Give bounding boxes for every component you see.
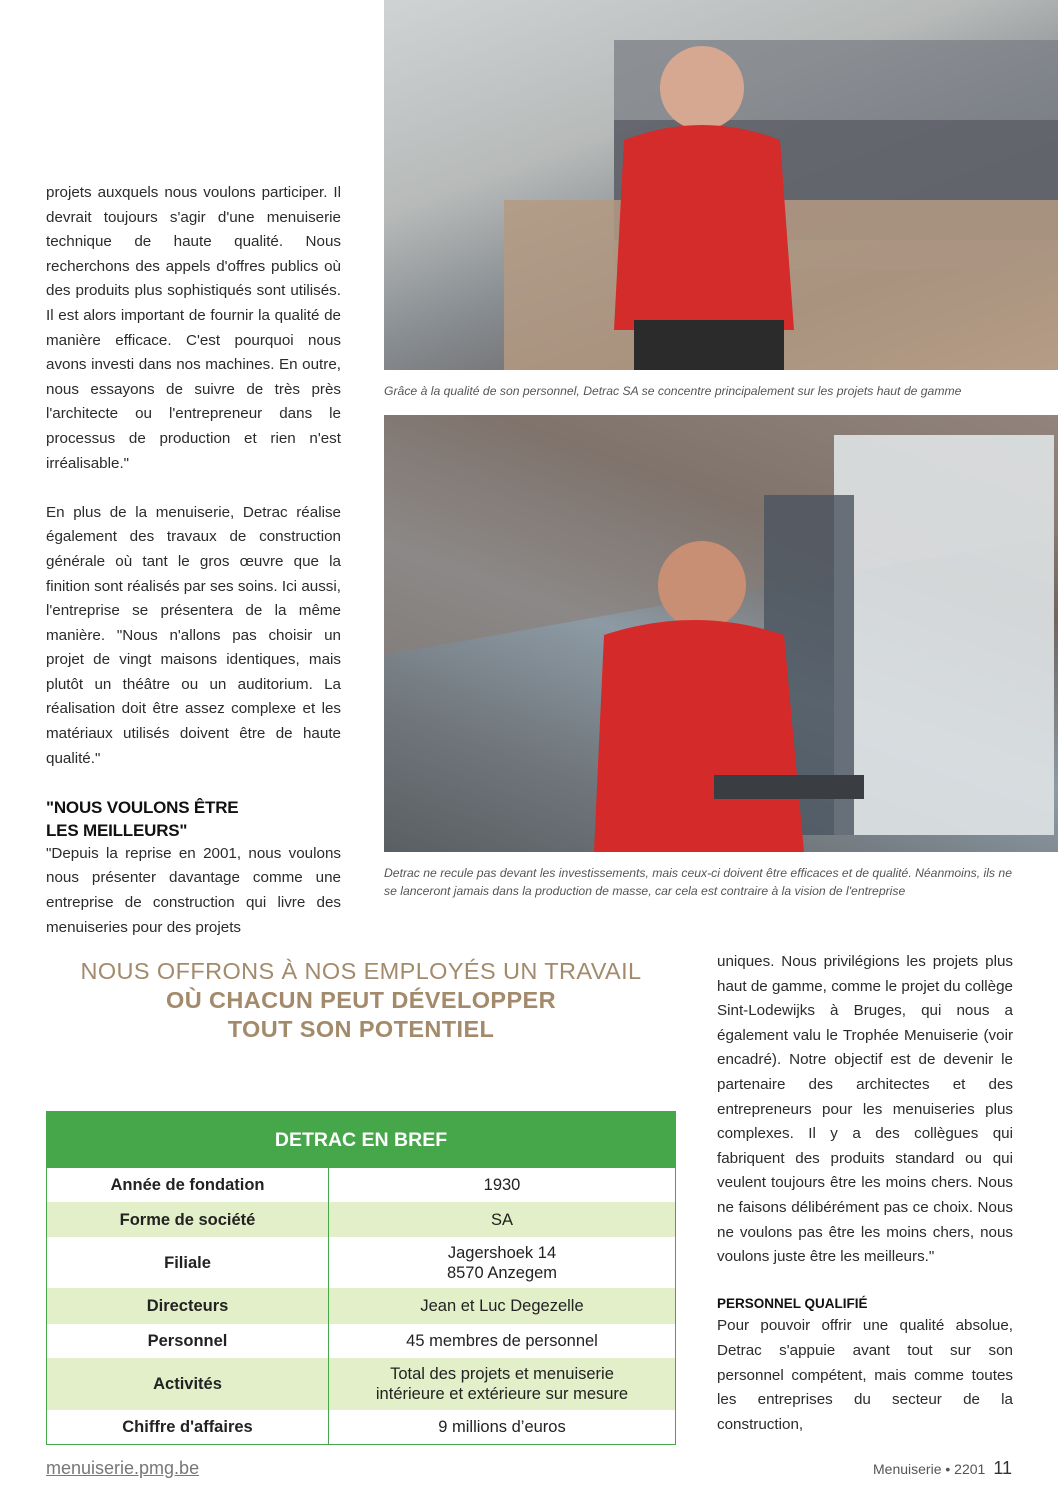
table-value-line: intérieure et extérieure sur mesure xyxy=(375,1385,629,1403)
machine-operator-illustration xyxy=(384,415,1058,852)
info-box-title: DETRAC EN BREF xyxy=(47,1112,675,1168)
website-link[interactable]: menuiserie.pmg.be xyxy=(46,1458,200,1478)
body-paragraph: uniques. Nous privilégions les projets plus haut de gamme, comme le projet du collège Sint-Lodewijks à Bruges, qui nous a également valu le Trophée Menuiserie (voir encadré). Notre objectif est de devenir le partenaire des architectes et des entrepreneurs pour les menuiseries plus complexes. Il y a des collègues qui fabriquent des produits standard ou qui veulent toujours être les moins chers. Nous ne faisons délibérément pas ce choix. Nous ne voulons pas être les moins chers, nous voulons juste être les meilleurs." xyxy=(717,953,1013,1266)
left-text-column xyxy=(46,181,341,940)
pull-quote-line: TOUT SON POTENTIEL xyxy=(227,1016,495,1042)
section-heading: PERSONNEL QUALIFIÉ xyxy=(717,1296,868,1312)
table-label: Personnel xyxy=(47,1324,329,1358)
table-value: 9 millions d’euros xyxy=(438,1418,566,1436)
table-label: Filiale xyxy=(47,1237,329,1288)
table-label: Directeurs xyxy=(47,1288,329,1324)
table-label: Activités xyxy=(47,1358,329,1410)
body-paragraph: projets auxquels nous voulons participer. Il devrait toujours s'agir d'une menuiserie technique de haute qualité. Nous recherchons des appels d'offres publics où des produits plus sophistiqués sont utilisés. Il est alors important de fournir la qualité de manière efficace. C'est pourquoi nous avons investi dans nos machines. En outre, nous essayons de suivre de très près l'architecte ou l'entrepreneur dans le processus de production et rien n'est irréalisable." xyxy=(46,184,341,472)
table-value-line: Jagershoek 14 xyxy=(447,1243,557,1262)
photo-caption: Detrac ne recule pas devant les investissements, mais ceux-ci doivent être efficaces et de qualité. Néanmoins, ils ne se lanceront jamais dans la production de masse, car cela est contraire à la vision de l'entreprise xyxy=(384,866,1012,898)
table-label: Année de fondation xyxy=(47,1168,329,1202)
table-value: SA xyxy=(490,1210,513,1229)
pull-quote xyxy=(46,957,676,1044)
table-value: Jean et Luc Degezelle xyxy=(420,1297,584,1315)
table-row xyxy=(47,1358,675,1410)
table-label: Forme de société xyxy=(47,1202,329,1237)
table-row xyxy=(47,1202,675,1237)
table-value-line: 8570 Anzegem xyxy=(446,1263,558,1282)
page-number: 11 xyxy=(993,1458,1012,1478)
table-row xyxy=(47,1237,675,1288)
pull-quote-line: OÙ CHACUN PEUT DÉVELOPPER xyxy=(166,987,556,1013)
section-heading-line: "NOUS VOULONS ÊTRE xyxy=(46,797,239,817)
workshop-photo xyxy=(384,0,1058,370)
photo-caption: Grâce à la qualité de son personnel, Detrac SA se concentre principalement sur les projets haut de gamme xyxy=(384,384,962,398)
table-value: 45 membres de personnel xyxy=(406,1332,598,1350)
pull-quote-line: NOUS OFFRONS À NOS EMPLOYÉS UN TRAVAIL xyxy=(80,958,642,984)
table-row xyxy=(47,1410,675,1444)
right-text-column xyxy=(717,950,1013,1437)
info-table xyxy=(47,1168,675,1444)
company-info-box xyxy=(46,1111,676,1445)
workshop-photo-illustration xyxy=(384,0,1058,370)
body-paragraph: "Depuis la reprise en 2001, nous voulons nous présenter davantage comme une entreprise de construction qui livre des menuiseries pour des projets xyxy=(46,844,341,936)
table-value xyxy=(329,1358,676,1410)
table-value xyxy=(329,1237,676,1288)
table-value-line: Total des projets et menuiserie xyxy=(390,1365,614,1383)
table-label: Chiffre d'affaires xyxy=(47,1410,329,1444)
section-heading-line: LES MEILLEURS" xyxy=(46,820,188,840)
table-row xyxy=(47,1288,675,1324)
magazine-issue: Menuiserie • 2201 xyxy=(873,1461,986,1477)
section-heading xyxy=(46,796,341,842)
body-paragraph: En plus de la menuiserie, Detrac réalise également des travaux de construction générale où tant le gros œuvre que la finition sont réalisés par ses soins. Ici aussi, l'entreprise se présentera de la même manière. "Nous n'allons pas choisir un projet de vingt maisons identiques, mais plutôt un théâtre ou un auditorium. La réalisation doit être assez complexe et les matériaux utilisés doivent être de haute qualité." xyxy=(46,503,341,767)
machine-operator-photo xyxy=(384,415,1058,852)
table-value: 1930 xyxy=(483,1176,521,1194)
page-footer xyxy=(873,1458,1012,1479)
table-row xyxy=(47,1168,675,1202)
body-paragraph: Pour pouvoir offrir une qualité absolue, Detrac s'appuie avant tout sur son personnel compétent, mais comme toutes les entreprises du secteur de la construction, xyxy=(717,1317,1013,1433)
table-row xyxy=(47,1324,675,1358)
